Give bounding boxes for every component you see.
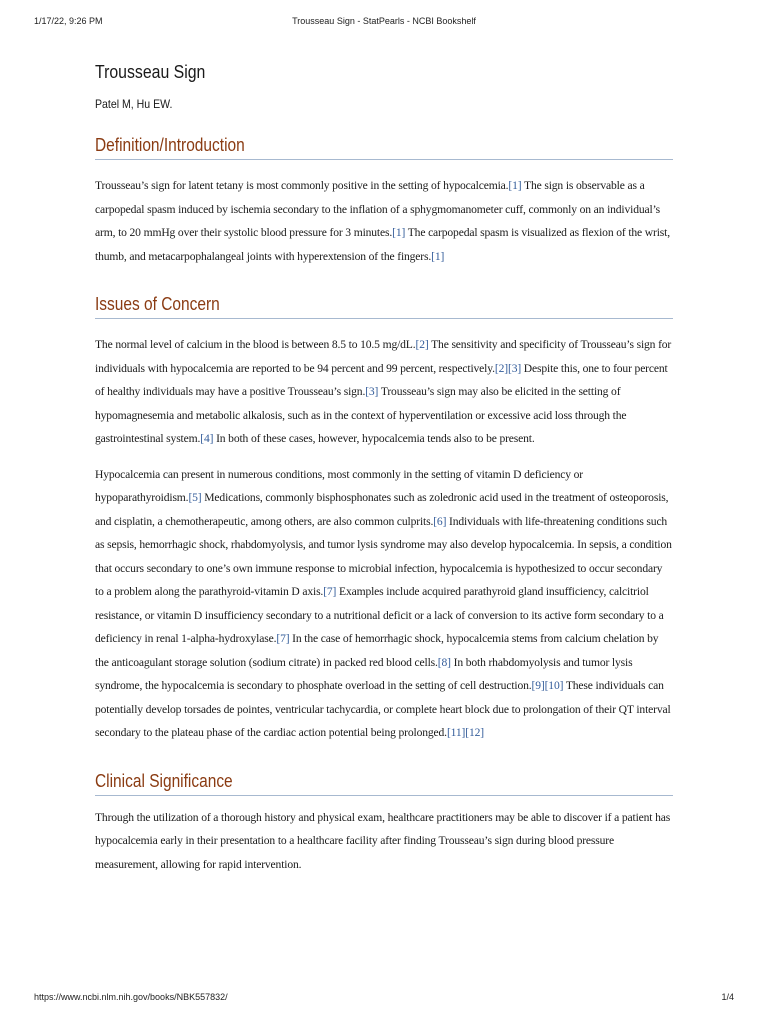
article-authors: Patel M, Hu EW. [95, 97, 173, 111]
citation-link[interactable]: [5] [188, 491, 202, 504]
section-clinical [95, 771, 673, 877]
print-url: https://www.ncbi.nlm.nih.gov/books/NBK557832/ [34, 992, 228, 1002]
print-header [34, 16, 734, 30]
article-title: Trousseau Sign [95, 62, 206, 82]
citation-link[interactable]: [1] [508, 179, 522, 192]
citation-link[interactable]: [4] [200, 432, 214, 445]
print-page-title: Trousseau Sign - StatPearls - NCBI Bookshelf [292, 16, 476, 26]
paragraph: Trousseau’s sign for latent tetany is most commonly positive in the setting of hypocalcemia.[1] The sign is observable as a carpopedal spasm induced by ischemia secondary to the inflation of a sphygmomanometer cuff, commonly on an individual’s arm, to 20 mmHg over their systolic blood pressure for 3 minutes.[1] The carpopedal spasm is visualized as flexion of the wrist, thumb, and metacarpophalangeal joints with hyperextension of the fingers.[1] [95, 179, 670, 263]
citation-link[interactable]: [2] [415, 338, 429, 351]
citation-link[interactable]: [7] [276, 632, 290, 645]
citation-link[interactable]: [9] [531, 679, 545, 692]
print-footer [34, 992, 734, 1006]
paragraph: The normal level of calcium in the blood is between 8.5 to 10.5 mg/dL.[2] The sensitivity and specificity of Trousseau’s sign for individuals with hypocalcemia are reported to be 94 percent and 99 percent, respectively.[2][3] Despite this, one to four percent of healthy individuals may have a positive Trousseau’s sign.[3] Trousseau’s sign may also be elicited in the setting of hypomagnesemia and metabolic alkalosis, such as in the context of hyperventilation or excessive acid loss through the gastrointestinal system.[4] In both of these cases, however, hypocalcemia tends also to be present. [95, 338, 672, 445]
citation-link[interactable]: [8] [437, 655, 451, 669]
citation-link[interactable]: [2] [494, 361, 508, 375]
section-heading: Clinical Significance [95, 771, 673, 796]
citation-link[interactable]: [3] [365, 385, 379, 398]
citation-link[interactable]: [1] [431, 249, 445, 263]
print-page-number: 1/4 [721, 992, 734, 1002]
section-heading: Issues of Concern [95, 294, 673, 319]
citation-link[interactable]: [1] [392, 226, 406, 239]
paragraph: Through the utilization of a thorough history and physical exam, healthcare practitioners may be able to discover if a patient has hypocalcemia early in their presentation to a healthcare facility after finding Trousseau’s sign during blood pressure measurement, allowing for rapid intervention. [95, 810, 671, 871]
citation-link[interactable]: [10] [544, 679, 564, 692]
citation-link[interactable]: [6] [433, 514, 447, 528]
section-issues [95, 294, 673, 745]
print-datetime: 1/17/22, 9:26 PM [34, 16, 103, 26]
article [95, 62, 673, 876]
citation-link[interactable]: [3] [507, 361, 522, 375]
citation-link[interactable]: [7] [323, 585, 337, 598]
section-definition [95, 135, 673, 268]
paragraph: Hypocalcemia can present in numerous conditions, most commonly in the setting of vitamin D deficiency or hypoparathyroidism.[5] Medications, commonly bisphosphonates such as zoledronic acid used in the treatment of osteoporosis, and cisplatin, a chemotherapeutic, among others, are also common culprits.[6] Individuals with life-threatening conditions such as sepsis, hemorrhagic shock, rhabdomyolysis, and tumor lysis syndrome may also develop hypocalcemia. In sepsis, a condition that occurs secondary to one’s own immune response to microbial infection, hypocalcemia is hypothesized to occur secondary to a problem along the parathyroid-vitamin D axis.[7] Examples include acquired parathyroid gland insufficiency, calcitriol resistance, or vitamin D insufficiency secondary to a nutritional deficit or a lack of conversion to its active form secondary to a deficiency in renal 1-alpha-hydroxylase.[7] In the case of hemorrhagic shock, hypocalcemia stems from calcium chelation by the anticoagulant storage solution (sodium citrate) in packed red blood cells.[8] In both rhabdomyolysis and tumor lysis syndrome, the hypocalcemia is secondary to phosphate overload in the setting of cell destruction.[9][10] These individuals can potentially develop torsades de pointes, ventricular tachycardia, or complete heart block due to prolongation of their QT interval secondary to the plateau phase of the cardiac action potential being prolonged.[11][12] [95, 467, 672, 739]
section-heading: Definition/Introduction [95, 135, 673, 160]
citation-link[interactable]: [12] [465, 726, 484, 739]
citation-link[interactable]: [11] [446, 726, 466, 739]
